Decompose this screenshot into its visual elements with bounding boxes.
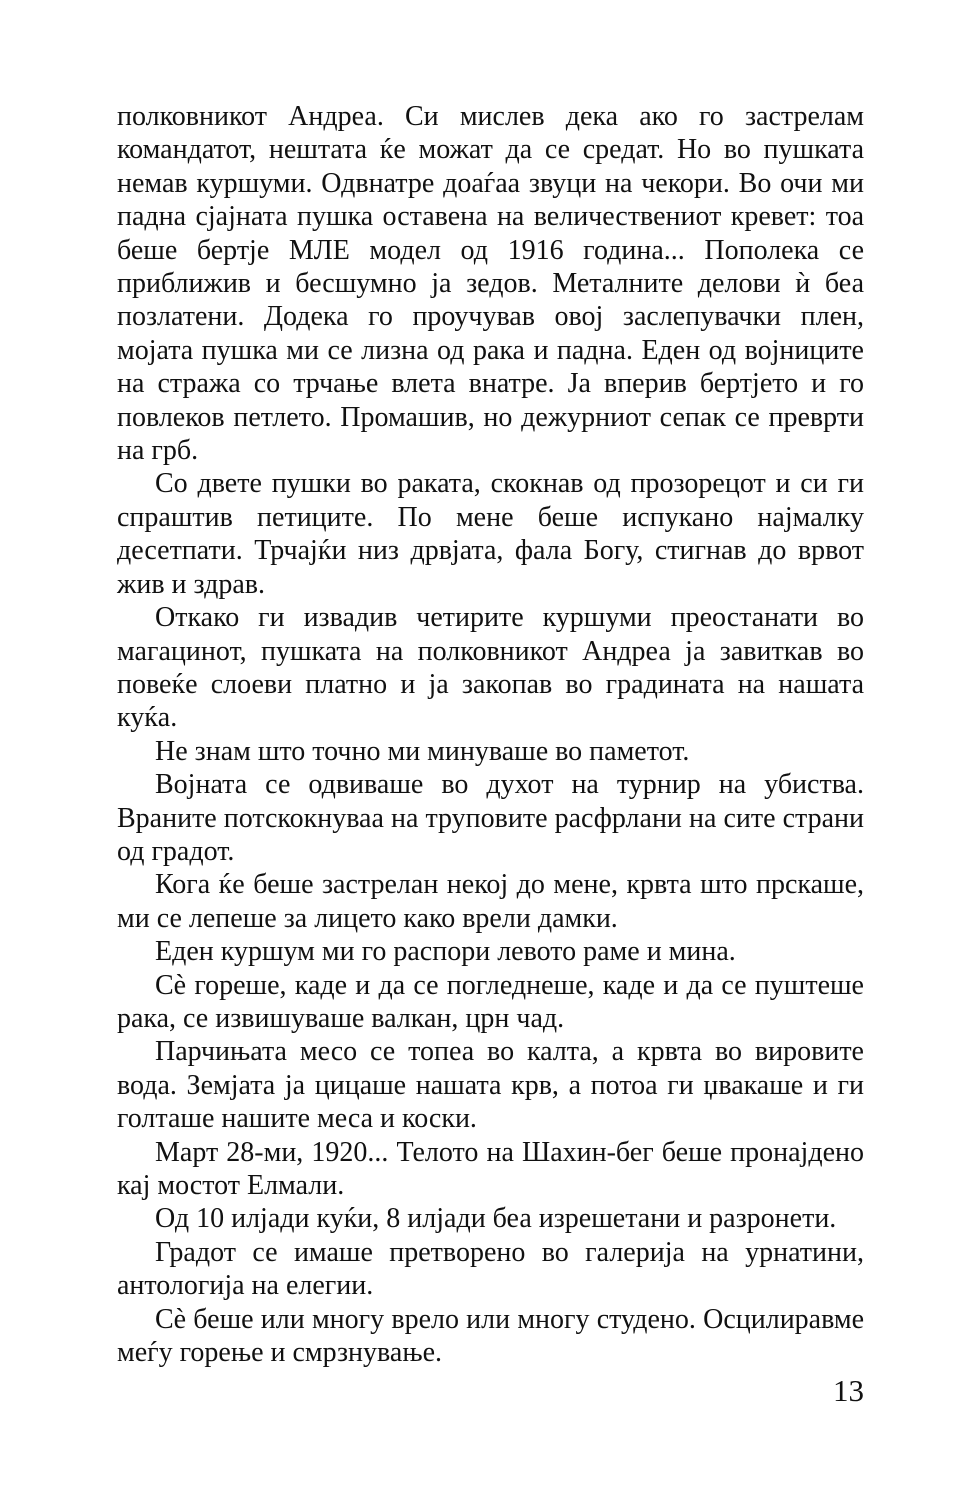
body-text — [117, 100, 864, 1369]
paragraph-13: Сѐ беше или многу врело или многу студено. Осцилиравме меѓу горење и смрзнување. — [117, 1303, 864, 1369]
paragraph-11: Од 10 илјади куќи, 8 илјади беа изрешетани и разронети. — [155, 1203, 837, 1235]
paragraph-2: Со двете пушки во раката, скокнав од прозорецот и си ги спраштив петиците. По мене беше испукано најмалку десетпати. Трчајќи низ дрвјата, фала Богу, стигнав до врвот жив и здрав. — [117, 468, 864, 600]
paragraph-9: Парчињата месо се топеа во калта, а крвта во вировите вода. Земјата ја цицаше нашата крв, а потоа ги џвакаше и ги голташе нашите меса и коски. — [117, 1036, 864, 1135]
paragraph-12: Градот се имаше претворено во галерија на урнатини, антологија на елегии. — [117, 1236, 864, 1302]
paragraph-4: Не знам што точно ми минуваше во паметот. — [155, 735, 690, 767]
paragraph-6: Кога ќе беше застрелан некој до мене, крвта што прскаше, ми се лепеше за лицето како врели дамки. — [117, 869, 864, 934]
paragraph-7: Еден куршум ми го распори левото раме и мина. — [155, 936, 736, 968]
paragraph-3: Откако ги извадив четирите куршуми преостанати во магацинот, пушката на полковникот Андреа ја завиткав во повеќе слоеви платно и ја закопав во градината на нашата куќа. — [117, 602, 864, 734]
paragraph-8: Сѐ гореше, каде и да се погледнеше, каде и да се пуштеше рака, се извишуваше валкан, црн чад. — [117, 969, 864, 1034]
page-number: 13 — [833, 1373, 864, 1408]
paragraph-1: полковникот Андреа. Си мислев дека ако го застрелам командатот, нештата ќе можат да се средат. Но во пушката немав куршуми. Одвнатре доаѓаа звуци на чекори. Во очи ми падна сјајната пушка оставена на величествениот кревет: тоа беше бертје МЛЕ модел од 1916 година... Пополека се приближив и бесшумно ја зедов. Металните делови ѝ беа позлатени. Додека го проучував овој заслепувачки плен, мојата пушка ми се лизна од рака и падна. Еден од војниците на стража со трчање влета внатре. Ја вперив бертјето и го повлеков петлето. Промашив, но дежурниот сепак се преврти на грб. — [117, 101, 864, 467]
paragraph-10: Март 28-ми, 1920... Телото на Шахин-бег беше пронајдено кај мостот Елмали. — [117, 1136, 864, 1201]
paragraph-5: Војната се одвиваше во духот на турнир на убиства. Враните потскокнуваа на труповите расфрлани на сите страни од градот. — [117, 769, 864, 867]
